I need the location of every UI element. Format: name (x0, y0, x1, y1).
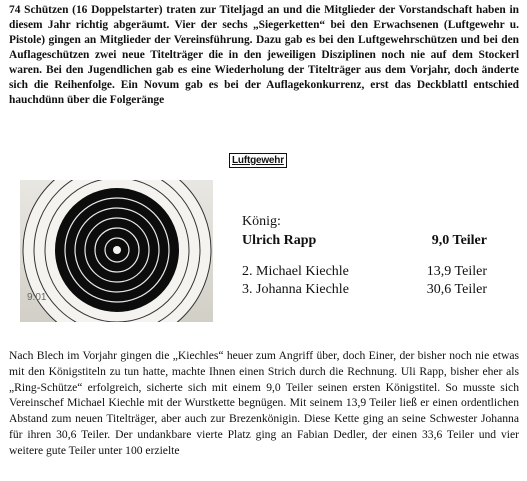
shooting-target-image (20, 180, 213, 322)
koenig-label: König: (242, 214, 281, 229)
winner-value: 9,0 Teiler (431, 233, 487, 248)
rank-row (242, 263, 487, 281)
rank-row (242, 281, 487, 299)
section-label-luftgewehr: Luftgewehr (229, 153, 287, 168)
rank-name: 2. Michael Kiechle (242, 264, 349, 279)
rank-value: 13,9 Teiler (426, 264, 487, 279)
winner-name: Ulrich Rapp (242, 233, 317, 248)
target-number: 9:01 (27, 292, 47, 303)
results-block (242, 213, 487, 299)
body-paragraph: Nach Blech im Vorjahr gingen die „Kiechles“ heuer zum Angriff über, doch Einer, der bisher noch nie etwas mit den Königstiteln zu tun hatte, machte Ihnen einen Strich durch die Rechnung. Uli Rapp, bisher eher als „Ring-Schütze“ erfolgreich, sicherte sich mit einem 9,0 Teiler seinen ersten Königstitel. So musste sich Vereinschef Michael Kiechle mit der Wurstkette begnügen. Mit seinem 13,9 Teiler ließ er einen ordentlichen Abstand zum neuen Titelträger, aber auch zur Brezenkönigin. Diese Kette ging an seine Schwester Johanna für ihren 30,6 Teiler. Der undankbare vierte Platz ging an Fabian Dedler, der einen 33,6 Teiler und vier weitere gute Teiler unter 100 erzielte (9, 349, 519, 457)
rank-value: 30,6 Teiler (426, 282, 487, 297)
intro-paragraph: 74 Schützen (16 Doppelstarter) traten zur Titeljagd an und die Mitglieder der Vorstandschaft haben in diesem Jahr richtig abgeräumt. Vier der sechs „Siegerketten“ bei den Erwachsenen (Luftgewehr u. Pistole) gingen an Mitglieder der Vereinsführung. Dazu gab es bei den Luftgewehrschützen und bei den Auflageschützen zwei neue Titelträger die in den jeweiligen Disziplinen noch nie auf dem Stockerl waren. Bei den Jugendlichen gab es eine Wiederholung der Titelträger aus dem Vorjahr, doch änderte sich die Reihenfolge. Ein Novum gab es bei der Auflagekonkurrenz, erst das Deckblattl entschied hauchdünn über die Folgeränge (9, 4, 519, 106)
target-photo (20, 180, 213, 322)
winner-row (242, 232, 487, 250)
rank-list (242, 263, 487, 299)
rank-name: 3. Johanna Kiechle (242, 282, 349, 297)
